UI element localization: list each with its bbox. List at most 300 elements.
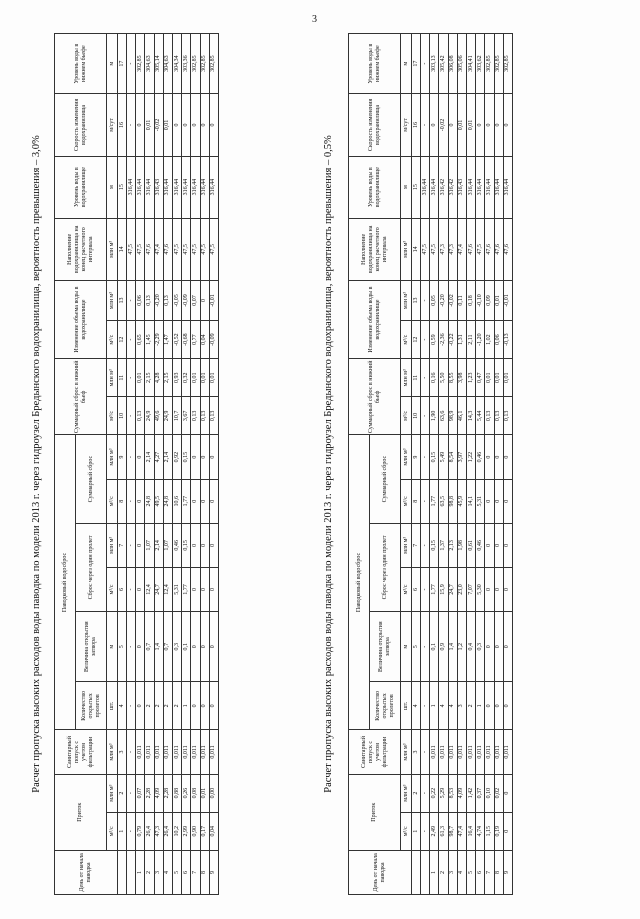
table-row xyxy=(127,34,136,895)
table-cell: 8 xyxy=(494,850,503,894)
table-cell: 1,02 xyxy=(485,321,494,359)
table-cell: - xyxy=(127,280,136,320)
table-cell: 8,55 xyxy=(448,359,457,397)
table-cell: 24,8 xyxy=(145,479,154,523)
table-cell: 0 xyxy=(191,479,200,523)
table-cell: 0,16 xyxy=(430,359,439,397)
unit-cell: м³/с xyxy=(107,321,118,359)
table-cell: 26,4 xyxy=(145,812,154,850)
number-cell: 6 xyxy=(118,567,127,611)
header-one-span: Сброс через один пролет xyxy=(370,523,401,611)
table-row xyxy=(448,34,457,895)
table-row xyxy=(209,34,218,895)
table-cell: 1,2 xyxy=(457,612,466,682)
table-cell: 0,011 xyxy=(209,730,218,774)
table-cell: 302,85 xyxy=(136,34,145,94)
header-seepage: Санитарный попуск с учетом фильтрации xyxy=(349,730,401,774)
unit-cell: млн м³ xyxy=(401,280,412,320)
table-cell: 2,28 xyxy=(145,774,154,812)
table-cell: 0 xyxy=(200,567,209,611)
table-cell: - xyxy=(421,523,430,567)
table-cell: 316,43 xyxy=(457,156,466,218)
unit-cell: млн м³ xyxy=(401,523,412,567)
table-cell: 0,10 xyxy=(485,774,494,812)
table-cell: 1 xyxy=(136,850,145,894)
table-cell: -0,52 xyxy=(172,321,181,359)
table-cell: -0,09 xyxy=(209,321,218,359)
table-cell: -0,20 xyxy=(439,280,448,320)
table-cell: 47,6 xyxy=(494,218,503,280)
table-cell: 10,7 xyxy=(172,397,181,435)
table-cell: 1,77 xyxy=(430,479,439,523)
header-total-spill: Суммарный сброс xyxy=(370,435,401,523)
table-cell: 1,77 xyxy=(182,567,191,611)
table-cell: 47,6 xyxy=(503,218,512,280)
table-cell: 5 xyxy=(466,850,475,894)
table-cell: 0 xyxy=(200,435,209,479)
table-cell: 0 xyxy=(494,567,503,611)
number-cell: 1 xyxy=(412,812,421,850)
table-cell: -0,20 xyxy=(154,280,163,320)
table-cell: 98,7 xyxy=(448,812,457,850)
table-cell: 2 xyxy=(466,682,475,730)
table-cell: 0,1 xyxy=(182,612,191,682)
table-cell: 47,5 xyxy=(136,218,145,280)
number-cell: 13 xyxy=(118,280,127,320)
table-row xyxy=(191,34,200,895)
table-cell: - xyxy=(127,321,136,359)
table-cell: - xyxy=(127,682,136,730)
table-cell: 0,011 xyxy=(191,730,200,774)
number-cell: 1 xyxy=(118,812,127,850)
table-row xyxy=(430,34,439,895)
header-total-spill: Суммарный сброс xyxy=(76,435,107,523)
table-cell: 0 xyxy=(503,94,512,156)
table-cell: 0,011 xyxy=(485,730,494,774)
table-cell: 5 xyxy=(172,850,181,894)
table-cell: 47,5 xyxy=(421,218,430,280)
table-cell: 0 xyxy=(191,435,200,479)
table-cell: 303,62 xyxy=(476,34,485,94)
table-cell: 0 xyxy=(503,435,512,479)
table-cell: 14,1 xyxy=(466,479,475,523)
table-cell: 0 xyxy=(503,479,512,523)
table-cell: 0 xyxy=(209,435,218,479)
table-cell: 0,26 xyxy=(182,774,191,812)
table-cell: -0,02 xyxy=(439,94,448,156)
page-number: 3 xyxy=(312,14,317,25)
number-cell: 2 xyxy=(412,774,421,812)
table-cell: 0,01 xyxy=(136,359,145,397)
table-cell: 3 xyxy=(457,682,466,730)
table-cell: 47,6 xyxy=(466,218,475,280)
unit-cell: м/сут xyxy=(401,94,412,156)
table-cell: 0,011 xyxy=(145,730,154,774)
table-cell: 47,5 xyxy=(430,218,439,280)
table-cell: 0 xyxy=(494,479,503,523)
table-cell: 0,07 xyxy=(191,280,200,320)
table-cell: 0,01 xyxy=(466,94,475,156)
table-cell: 0,011 xyxy=(466,730,475,774)
table-cell: 316,44 xyxy=(136,156,145,218)
table-cell: 1,45 xyxy=(145,321,154,359)
table-cell: 0 xyxy=(200,280,209,320)
number-cell xyxy=(118,850,127,894)
table-cell: 0 xyxy=(503,612,512,682)
table-cell: -0,02 xyxy=(154,94,163,156)
table-cell: 2,99 xyxy=(182,812,191,850)
table-cell: - xyxy=(421,730,430,774)
table-cell: 0,15 xyxy=(182,523,191,567)
unit-cell: м xyxy=(107,34,118,94)
header-inflow: Приток xyxy=(349,774,401,850)
table-cell: -0,68 xyxy=(182,321,191,359)
table-cell: 0 xyxy=(503,682,512,730)
table-cell: -1,20 xyxy=(476,321,485,359)
table-cell: 2,14 xyxy=(154,523,163,567)
table-cell: 0 xyxy=(494,682,503,730)
unit-cell: м³/с xyxy=(107,397,118,435)
header-day: День от начала паводка xyxy=(349,850,412,894)
table-cell: - xyxy=(421,34,430,94)
table-cell: 0 xyxy=(136,479,145,523)
table-cell: - xyxy=(127,94,136,156)
table-cell: 24,7 xyxy=(154,567,163,611)
number-cell: 12 xyxy=(412,321,421,359)
table-cell: 0 xyxy=(191,523,200,567)
header-day: День от начала паводка xyxy=(55,850,118,894)
unit-cell: м³/с xyxy=(107,812,118,850)
table-cell: 0 xyxy=(485,435,494,479)
table-cell: 0,22 xyxy=(430,774,439,812)
table-cell: 304,41 xyxy=(466,34,475,94)
table-cell: 0 xyxy=(476,94,485,156)
table-cell: 47,3 xyxy=(154,812,163,850)
table-cell: 26,4 xyxy=(163,812,172,850)
unit-cell: м³/с xyxy=(401,321,412,359)
table-cell: 8 xyxy=(200,850,209,894)
unit-cell: м³/с xyxy=(401,397,412,435)
table-cell: 0,47 xyxy=(476,359,485,397)
header-level: Уровень воды в водохранилище xyxy=(349,156,401,218)
table-cell: 316,44 xyxy=(172,156,181,218)
table-row xyxy=(494,34,503,895)
table-cell: 1,15 xyxy=(485,812,494,850)
table-cell: 0 xyxy=(485,612,494,682)
table-cell: 0,011 xyxy=(503,730,512,774)
table-cell: 47,4 xyxy=(154,218,163,280)
table-cell: 4,09 xyxy=(154,774,163,812)
unit-cell: м xyxy=(401,612,412,682)
table-cell: 0,011 xyxy=(448,730,457,774)
number-cell: 7 xyxy=(412,523,421,567)
table-cell: 47,5 xyxy=(200,218,209,280)
table-cell: 63,6 xyxy=(439,397,448,435)
table-cell: 302,85 xyxy=(191,34,200,94)
table-cell: 0,08 xyxy=(191,774,200,812)
table-cell: 0,19 xyxy=(494,812,503,850)
table-cell: 0 xyxy=(430,94,439,156)
table-cell: 0,01 xyxy=(503,359,512,397)
table-cell: 1,90 xyxy=(430,397,439,435)
table-cell: 1,22 xyxy=(466,435,475,479)
table-cell: - xyxy=(421,321,430,359)
number-cell xyxy=(412,850,421,894)
table-cell: - xyxy=(421,812,430,850)
table-cell: 47,5 xyxy=(476,218,485,280)
number-cell: 12 xyxy=(118,321,127,359)
table-cell: 0,04 xyxy=(209,812,218,850)
header-gates-count: Количество открытых пролетов xyxy=(370,682,401,730)
header-tail-level: Уровень воды в нижнем бьефе xyxy=(349,34,401,94)
unit-cell: м xyxy=(401,156,412,218)
table-cell: 0,01 xyxy=(163,94,172,156)
table-cell: 316,44 xyxy=(127,156,136,218)
table-cell: 0,7 xyxy=(145,612,154,682)
table-cell: 0,88 xyxy=(172,774,181,812)
table-cell: 0,61 xyxy=(466,523,475,567)
number-cell: 7 xyxy=(118,523,127,567)
table-cell: 49,5 xyxy=(154,479,163,523)
table-cell: 304,34 xyxy=(172,34,181,94)
table-cell: 316,44 xyxy=(430,156,439,218)
table-cell: 5,31 xyxy=(172,567,181,611)
table-cell: 0,06 xyxy=(136,280,145,320)
table-cell: 0,15 xyxy=(430,435,439,479)
table-cell: 0,46 xyxy=(172,523,181,567)
table-cell: 24,8 xyxy=(163,479,172,523)
header-level-rate: Скорость изменения водохранилища xyxy=(349,94,401,156)
table-cell: 0,13 xyxy=(485,397,494,435)
table-cell: 302,85 xyxy=(494,34,503,94)
table-cell: 316,42 xyxy=(448,156,457,218)
header-downstream: Суммарный сброс в нижний бьеф xyxy=(55,359,107,435)
table-cell: 8,54 xyxy=(448,435,457,479)
header-gate-opening: Величина открытия затвора xyxy=(76,612,107,682)
table-cell: 316,44 xyxy=(182,156,191,218)
unit-cell: млн м³ xyxy=(107,523,118,567)
table-row xyxy=(200,34,209,895)
table-cell: 0,00 xyxy=(209,774,218,812)
table-cell: 24,9 xyxy=(145,397,154,435)
table-cell: 10,6 xyxy=(172,479,181,523)
table-cell: 0,07 xyxy=(136,774,145,812)
table-cell: 0,32 xyxy=(182,359,191,397)
unit-cell: млн м³ xyxy=(107,218,118,280)
table-cell: 305,06 xyxy=(457,34,466,94)
table-cell: 316,44 xyxy=(421,156,430,218)
table-cell: 302,85 xyxy=(209,34,218,94)
table-cell: 0 xyxy=(191,682,200,730)
header-gates-count: Количество открытых пролетов xyxy=(76,682,107,730)
table-cell: 304,63 xyxy=(145,34,154,94)
table-cell: 47,6 xyxy=(145,218,154,280)
table-cell: 0,06 xyxy=(494,321,503,359)
table-cell: 12,4 xyxy=(163,567,172,611)
number-cell: 3 xyxy=(412,730,421,774)
table-cell: - xyxy=(421,94,430,156)
table-cell: 0,93 xyxy=(172,359,181,397)
unit-cell: м xyxy=(401,34,412,94)
table-cell: 0 xyxy=(191,567,200,611)
table-cell: 0 xyxy=(485,94,494,156)
table-cell: - xyxy=(127,612,136,682)
table-cell: 47,6 xyxy=(485,218,494,280)
table-cell: 1,4 xyxy=(154,612,163,682)
unit-cell: м xyxy=(107,156,118,218)
table-cell: 0,13 xyxy=(209,397,218,435)
table-cell: 9 xyxy=(209,850,218,894)
table-cell: - xyxy=(127,812,136,850)
table-cell: 2,13 xyxy=(448,523,457,567)
unit-cell: м³/с xyxy=(401,479,412,523)
table-cell: 0,79 xyxy=(136,812,145,850)
unit-cell: м³/с xyxy=(107,479,118,523)
table-cell: -0,13 xyxy=(503,321,512,359)
table-cell: 4 xyxy=(439,682,448,730)
header-downstream: Суммарный сброс в нижний бьеф xyxy=(349,359,401,435)
table-cell: 5,44 xyxy=(476,397,485,435)
unit-cell: м xyxy=(107,612,118,682)
table-cell: - xyxy=(127,730,136,774)
table-cell: 2 xyxy=(439,850,448,894)
table-cell: - xyxy=(127,359,136,397)
table-cell: 47,6 xyxy=(163,218,172,280)
table-cell: 47,3 xyxy=(448,218,457,280)
unit-cell: млн м³ xyxy=(107,774,118,812)
table-cell: 0 xyxy=(494,94,503,156)
table-cell: 1,4 xyxy=(448,612,457,682)
table-cell: 0,92 xyxy=(172,435,181,479)
table-cell: - xyxy=(421,359,430,397)
table-cell: 0 xyxy=(209,612,218,682)
table-cell: 0,01 xyxy=(457,94,466,156)
table-cell: - xyxy=(127,523,136,567)
table-cell: 0,37 xyxy=(476,774,485,812)
table-cell: 0,01 xyxy=(200,774,209,812)
table-cell: 1,77 xyxy=(182,479,191,523)
table-cell: 316,44 xyxy=(466,156,475,218)
number-cell: 10 xyxy=(118,397,127,435)
table-cell: 0 xyxy=(209,479,218,523)
table-cell: 0,18 xyxy=(466,280,475,320)
table-cell: 0 xyxy=(191,94,200,156)
table-cell: -0,10 xyxy=(476,280,485,320)
table-cell: 4 xyxy=(457,850,466,894)
number-cell: 14 xyxy=(118,218,127,280)
table-cell: 0 xyxy=(200,523,209,567)
table-cell: 2,49 xyxy=(430,812,439,850)
unit-cell: млн м³ xyxy=(401,730,412,774)
table-cell: 0,011 xyxy=(430,730,439,774)
number-cell: 15 xyxy=(412,156,421,218)
table-cell: 47,5 xyxy=(182,218,191,280)
number-cell: 17 xyxy=(118,34,127,94)
table-cell: 0 xyxy=(136,612,145,682)
table-cell: 1,23 xyxy=(466,359,475,397)
table-cell: 0,011 xyxy=(439,730,448,774)
table-cell: 5,29 xyxy=(439,774,448,812)
table-cell: 316,43 xyxy=(154,156,163,218)
table-cell: 0,13 xyxy=(494,397,503,435)
unit-cell: шт. xyxy=(401,682,412,730)
table-cell: 47,5 xyxy=(127,218,136,280)
unit-cell: млн м³ xyxy=(107,280,118,320)
table-cell: -0,01 xyxy=(209,280,218,320)
table-cell: 24,7 xyxy=(448,567,457,611)
table-cell: 98,8 xyxy=(448,479,457,523)
table-cell: - xyxy=(421,397,430,435)
table-cell: 2,28 xyxy=(163,774,172,812)
table-cell: 1 xyxy=(182,682,191,730)
table-cell: 0,9 xyxy=(439,612,448,682)
table-cell: 0,3 xyxy=(172,612,181,682)
number-cell: 9 xyxy=(412,435,421,479)
table-cell: 5,30 xyxy=(476,567,485,611)
table2 xyxy=(348,33,513,895)
table-cell: 0,1 xyxy=(430,612,439,682)
table-cell: 0 xyxy=(200,94,209,156)
header-level-rate: Скорость изменения водохранилища xyxy=(55,94,107,156)
table-cell: 303,36 xyxy=(182,34,191,94)
table-cell: 0 xyxy=(209,567,218,611)
table-cell: 47,5 xyxy=(172,218,181,280)
header-tail-level: Уровень воды в нижнем бьефе xyxy=(55,34,107,94)
table-cell: - xyxy=(127,34,136,94)
table-cell: 1,47 xyxy=(163,321,172,359)
table-cell: 1,07 xyxy=(145,523,154,567)
table-cell: 0 xyxy=(200,612,209,682)
table-row xyxy=(172,34,181,895)
table-cell: 0,011 xyxy=(154,730,163,774)
unit-cell: млн м³ xyxy=(107,359,118,397)
table-cell: 0 xyxy=(172,94,181,156)
table-cell: 0,11 xyxy=(457,280,466,320)
table-cell: 0,3 xyxy=(476,612,485,682)
table-cell: 0,65 xyxy=(136,321,145,359)
table-cell: 0 xyxy=(136,567,145,611)
table-cell: 2,15 xyxy=(163,359,172,397)
table-cell: 1,42 xyxy=(466,774,475,812)
table1-caption: Расчет пропуска высоких расходов воды паводка по модели 2013 г. через гидроузел Бредынского водохранилища, вероятность превышения – 3,0% xyxy=(31,135,42,793)
table2-caption: Расчет пропуска высоких расходов воды паводка по модели 2013 г. через гидроузел Бредынского водохранилища, вероятность превышения – 0,5% xyxy=(323,135,334,793)
table-cell: -0,05 xyxy=(172,280,181,320)
table-cell: 47,5 xyxy=(209,218,218,280)
table-cell: 0 xyxy=(485,479,494,523)
header-volume-change: Изменение объема воды в водохранилище xyxy=(55,280,107,358)
unit-cell: млн м³ xyxy=(401,435,412,479)
table-cell: 302,85 xyxy=(485,34,494,94)
table-cell: 0 xyxy=(503,774,512,812)
table-cell: 5,49 xyxy=(439,435,448,479)
table-cell: 3,98 xyxy=(457,359,466,397)
table-cell: 1 xyxy=(430,682,439,730)
table-cell: 0 xyxy=(209,94,218,156)
number-cell: 15 xyxy=(118,156,127,218)
header-volume-change: Изменение объема воды в водохранилище xyxy=(349,280,401,358)
table-cell: 0,17 xyxy=(200,812,209,850)
table-cell: 0,02 xyxy=(494,774,503,812)
table-cell: 47,5 xyxy=(191,218,200,280)
number-cell: 5 xyxy=(412,612,421,682)
table-cell: 305,14 xyxy=(154,34,163,94)
number-cell: 3 xyxy=(118,730,127,774)
table-cell: 7 xyxy=(485,850,494,894)
table-cell: 47,3 xyxy=(439,218,448,280)
table-cell: 0,46 xyxy=(476,523,485,567)
table-cell: 1,77 xyxy=(430,567,439,611)
table-cell: 0,04 xyxy=(200,321,209,359)
